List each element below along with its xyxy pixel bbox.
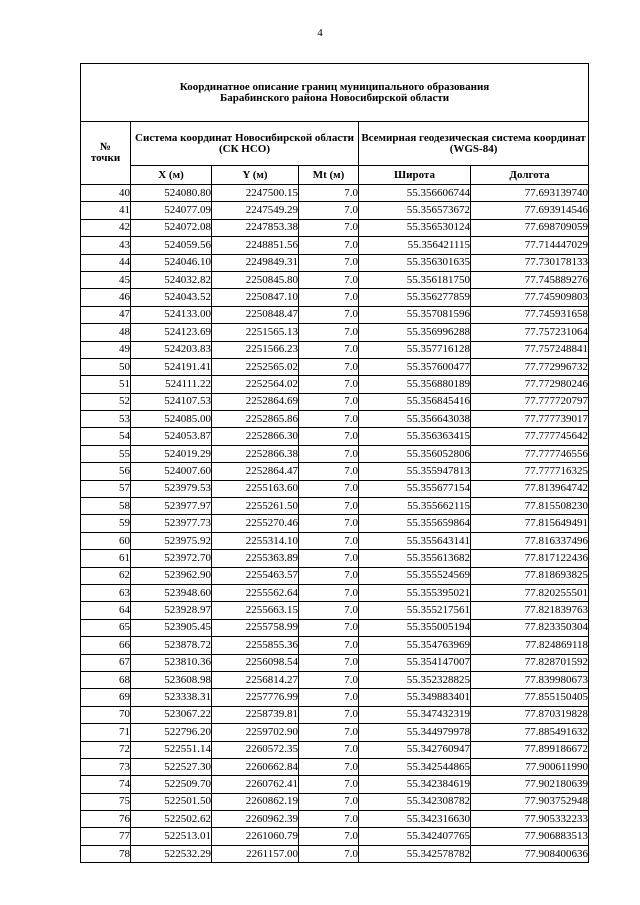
longitude-value: 77.772980246 (471, 376, 589, 393)
y-value: 2261157.00 (212, 845, 299, 862)
latitude-value: 55.355662115 (359, 498, 471, 515)
longitude-value: 77.905332233 (471, 811, 589, 828)
table-row (81, 185, 589, 202)
y-value: 2251566.23 (212, 341, 299, 358)
point-number: 70 (81, 706, 131, 723)
table-row (81, 550, 589, 567)
longitude-value: 77.777739017 (471, 411, 589, 428)
mt-value: 7.0 (299, 202, 359, 219)
mt-value: 7.0 (299, 706, 359, 723)
mt-value: 7.0 (299, 185, 359, 202)
table-row (81, 689, 589, 706)
table-row (81, 341, 589, 358)
y-value: 2255314.10 (212, 532, 299, 549)
point-number: 48 (81, 324, 131, 341)
point-number: 78 (81, 845, 131, 862)
latitude-value: 55.356301635 (359, 254, 471, 271)
point-number: 75 (81, 793, 131, 810)
x-value: 524123.69 (131, 324, 212, 341)
mt-value: 7.0 (299, 341, 359, 358)
y-value: 2255758.99 (212, 619, 299, 636)
latitude-value: 55.355613682 (359, 550, 471, 567)
table-row (81, 654, 589, 671)
mt-value: 7.0 (299, 671, 359, 688)
mt-value: 7.0 (299, 480, 359, 497)
table-row (81, 619, 589, 636)
mt-value: 7.0 (299, 445, 359, 462)
table-row (81, 254, 589, 271)
x-value: 524111.22 (131, 376, 212, 393)
point-number: 64 (81, 602, 131, 619)
mt-value: 7.0 (299, 515, 359, 532)
mt-value: 7.0 (299, 324, 359, 341)
latitude-value: 55.356421115 (359, 237, 471, 254)
mt-value: 7.0 (299, 654, 359, 671)
longitude-value: 77.818693825 (471, 567, 589, 584)
longitude-value: 77.757248841 (471, 341, 589, 358)
table-row (81, 724, 589, 741)
point-number: 43 (81, 237, 131, 254)
latitude-value: 55.356880189 (359, 376, 471, 393)
mt-value: 7.0 (299, 637, 359, 654)
longitude-value: 77.772996732 (471, 358, 589, 375)
point-number: 67 (81, 654, 131, 671)
x-value: 523928.97 (131, 602, 212, 619)
x-value: 523067.22 (131, 706, 212, 723)
point-number: 45 (81, 271, 131, 288)
latitude-value: 55.356052806 (359, 445, 471, 462)
point-number: 59 (81, 515, 131, 532)
table-row (81, 324, 589, 341)
longitude-value: 77.855150405 (471, 689, 589, 706)
y-value: 2251565.13 (212, 324, 299, 341)
x-value: 524072.08 (131, 219, 212, 236)
longitude-value: 77.885491632 (471, 724, 589, 741)
page-number: 4 (317, 27, 323, 39)
mt-value: 7.0 (299, 271, 359, 288)
header-point-number: № точки (81, 122, 131, 185)
table-row (81, 793, 589, 810)
mt-value: 7.0 (299, 393, 359, 410)
point-number: 60 (81, 532, 131, 549)
mt-value: 7.0 (299, 845, 359, 862)
y-value: 2255261.50 (212, 498, 299, 515)
x-value: 524085.00 (131, 411, 212, 428)
latitude-value: 55.342760947 (359, 741, 471, 758)
latitude-value: 55.355217561 (359, 602, 471, 619)
y-value: 2255363.89 (212, 550, 299, 567)
y-value: 2255463.57 (212, 567, 299, 584)
table-row (81, 845, 589, 862)
table-row (81, 445, 589, 462)
point-number: 42 (81, 219, 131, 236)
y-value: 2252565.02 (212, 358, 299, 375)
mt-value: 7.0 (299, 776, 359, 793)
table-row (81, 498, 589, 515)
latitude-value: 55.356606744 (359, 185, 471, 202)
point-number: 61 (81, 550, 131, 567)
point-number: 62 (81, 567, 131, 584)
longitude-value: 77.817122436 (471, 550, 589, 567)
table-row (81, 741, 589, 758)
mt-value: 7.0 (299, 428, 359, 445)
mt-value: 7.0 (299, 602, 359, 619)
longitude-value: 77.745931658 (471, 306, 589, 323)
x-value: 523962.90 (131, 567, 212, 584)
mt-value: 7.0 (299, 219, 359, 236)
point-number: 50 (81, 358, 131, 375)
y-value: 2260662.84 (212, 758, 299, 775)
latitude-value: 55.342308782 (359, 793, 471, 810)
latitude-value: 55.344979978 (359, 724, 471, 741)
longitude-value: 77.824869118 (471, 637, 589, 654)
x-value: 523979.53 (131, 480, 212, 497)
y-value: 2255163.60 (212, 480, 299, 497)
point-number: 46 (81, 289, 131, 306)
y-value: 2255663.15 (212, 602, 299, 619)
point-number: 41 (81, 202, 131, 219)
longitude-value: 77.828701592 (471, 654, 589, 671)
y-value: 2250848.47 (212, 306, 299, 323)
point-number: 69 (81, 689, 131, 706)
point-number: 47 (81, 306, 131, 323)
latitude-value: 55.342578782 (359, 845, 471, 862)
longitude-value: 77.823350304 (471, 619, 589, 636)
x-value: 524046.10 (131, 254, 212, 271)
point-number: 65 (81, 619, 131, 636)
longitude-value: 77.777720797 (471, 393, 589, 410)
table-row (81, 393, 589, 410)
longitude-value: 77.900611990 (471, 758, 589, 775)
header-longitude: Долгота (471, 166, 589, 185)
y-value: 2252864.47 (212, 463, 299, 480)
y-value: 2260962.39 (212, 811, 299, 828)
mt-value: 7.0 (299, 358, 359, 375)
mt-value: 7.0 (299, 306, 359, 323)
x-value: 523972.70 (131, 550, 212, 567)
longitude-value: 77.745889276 (471, 271, 589, 288)
x-value: 524191.41 (131, 358, 212, 375)
point-number: 40 (81, 185, 131, 202)
y-value: 2256098.54 (212, 654, 299, 671)
x-value: 522501.50 (131, 793, 212, 810)
longitude-value: 77.815649491 (471, 515, 589, 532)
header-y: Y (м) (212, 166, 299, 185)
y-value: 2249849.31 (212, 254, 299, 271)
table-row (81, 202, 589, 219)
latitude-value: 55.342316630 (359, 811, 471, 828)
y-value: 2252864.69 (212, 393, 299, 410)
y-value: 2260762.41 (212, 776, 299, 793)
mt-value: 7.0 (299, 758, 359, 775)
header-system-wgs84: Всемирная геодезическая система координат (WGS-84) (359, 122, 589, 166)
table-row (81, 671, 589, 688)
latitude-value: 55.355677154 (359, 480, 471, 497)
latitude-value: 55.342384619 (359, 776, 471, 793)
x-value: 522513.01 (131, 828, 212, 845)
longitude-value: 77.693914546 (471, 202, 589, 219)
longitude-value: 77.839980673 (471, 671, 589, 688)
mt-value: 7.0 (299, 289, 359, 306)
longitude-value: 77.903752948 (471, 793, 589, 810)
y-value: 2247549.29 (212, 202, 299, 219)
table-row (81, 237, 589, 254)
point-number: 52 (81, 393, 131, 410)
mt-value: 7.0 (299, 498, 359, 515)
table-row (81, 828, 589, 845)
longitude-value: 77.870319828 (471, 706, 589, 723)
y-value: 2260572.35 (212, 741, 299, 758)
point-number: 72 (81, 741, 131, 758)
latitude-value: 55.356996288 (359, 324, 471, 341)
table-row (81, 463, 589, 480)
latitude-value: 55.357600477 (359, 358, 471, 375)
latitude-value: 55.354763969 (359, 637, 471, 654)
x-value: 523977.97 (131, 498, 212, 515)
point-number: 63 (81, 584, 131, 601)
point-number: 57 (81, 480, 131, 497)
latitude-value: 55.342544865 (359, 758, 471, 775)
table-row (81, 271, 589, 288)
longitude-value: 77.902180639 (471, 776, 589, 793)
y-value: 2257776.99 (212, 689, 299, 706)
mt-value: 7.0 (299, 793, 359, 810)
point-number: 56 (81, 463, 131, 480)
mt-value: 7.0 (299, 828, 359, 845)
latitude-value: 55.354147007 (359, 654, 471, 671)
longitude-value: 77.757231064 (471, 324, 589, 341)
mt-value: 7.0 (299, 532, 359, 549)
x-value: 524007.60 (131, 463, 212, 480)
table-row (81, 776, 589, 793)
latitude-value: 55.355643141 (359, 532, 471, 549)
table-row (81, 289, 589, 306)
mt-value: 7.0 (299, 463, 359, 480)
x-value: 522527.30 (131, 758, 212, 775)
longitude-value: 77.777746556 (471, 445, 589, 462)
longitude-value: 77.777716325 (471, 463, 589, 480)
point-number: 54 (81, 428, 131, 445)
x-value: 523810.36 (131, 654, 212, 671)
x-value: 524032.82 (131, 271, 212, 288)
title-line-1: Координатное описание границ муниципального образования (179, 80, 490, 93)
header-x: X (м) (131, 166, 212, 185)
latitude-value: 55.357716128 (359, 341, 471, 358)
latitude-value: 55.356277859 (359, 289, 471, 306)
longitude-value: 77.821839763 (471, 602, 589, 619)
mt-value: 7.0 (299, 237, 359, 254)
longitude-value: 77.745909803 (471, 289, 589, 306)
longitude-value: 77.813964742 (471, 480, 589, 497)
mt-value: 7.0 (299, 619, 359, 636)
y-value: 2252564.02 (212, 376, 299, 393)
latitude-value: 55.355005194 (359, 619, 471, 636)
latitude-value: 55.342407765 (359, 828, 471, 845)
latitude-value: 55.355524569 (359, 567, 471, 584)
y-value: 2250847.10 (212, 289, 299, 306)
table-row (81, 428, 589, 445)
latitude-value: 55.356643038 (359, 411, 471, 428)
x-value: 524043.52 (131, 289, 212, 306)
x-value: 522502.62 (131, 811, 212, 828)
table-row (81, 219, 589, 236)
table-row (81, 602, 589, 619)
mt-value: 7.0 (299, 254, 359, 271)
y-value: 2260862.19 (212, 793, 299, 810)
point-number: 74 (81, 776, 131, 793)
mt-value: 7.0 (299, 376, 359, 393)
x-value: 524077.09 (131, 202, 212, 219)
y-value: 2247500.15 (212, 185, 299, 202)
table-row (81, 758, 589, 775)
mt-value: 7.0 (299, 567, 359, 584)
x-value: 524053.87 (131, 428, 212, 445)
y-value: 2248851.56 (212, 237, 299, 254)
x-value: 523338.31 (131, 689, 212, 706)
longitude-value: 77.777745642 (471, 428, 589, 445)
table-row (81, 584, 589, 601)
table-row (81, 515, 589, 532)
point-number: 55 (81, 445, 131, 462)
point-number: 53 (81, 411, 131, 428)
x-value: 522551.14 (131, 741, 212, 758)
header-latitude: Широта (359, 166, 471, 185)
latitude-value: 55.357081596 (359, 306, 471, 323)
longitude-value: 77.815508230 (471, 498, 589, 515)
point-number: 49 (81, 341, 131, 358)
x-value: 523905.45 (131, 619, 212, 636)
point-number: 73 (81, 758, 131, 775)
y-value: 2258739.81 (212, 706, 299, 723)
point-number: 66 (81, 637, 131, 654)
longitude-value: 77.816337496 (471, 532, 589, 549)
longitude-value: 77.906883513 (471, 828, 589, 845)
point-number: 77 (81, 828, 131, 845)
point-number: 58 (81, 498, 131, 515)
y-value: 2256814.27 (212, 671, 299, 688)
mt-value: 7.0 (299, 550, 359, 567)
latitude-value: 55.356363415 (359, 428, 471, 445)
x-value: 522509.70 (131, 776, 212, 793)
longitude-value: 77.698709059 (471, 219, 589, 236)
longitude-value: 77.693139740 (471, 185, 589, 202)
y-value: 2255270.46 (212, 515, 299, 532)
mt-value: 7.0 (299, 584, 359, 601)
latitude-value: 55.356181750 (359, 271, 471, 288)
latitude-value: 55.356573672 (359, 202, 471, 219)
y-value: 2250845.80 (212, 271, 299, 288)
y-value: 2252865.86 (212, 411, 299, 428)
x-value: 522532.29 (131, 845, 212, 862)
x-value: 524059.56 (131, 237, 212, 254)
table-row (81, 306, 589, 323)
y-value: 2255562.64 (212, 584, 299, 601)
point-number: 76 (81, 811, 131, 828)
latitude-value: 55.355659864 (359, 515, 471, 532)
point-number: 71 (81, 724, 131, 741)
table-row (81, 411, 589, 428)
table-row (81, 532, 589, 549)
x-value: 523948.60 (131, 584, 212, 601)
longitude-value: 77.899186672 (471, 741, 589, 758)
x-value: 524203.83 (131, 341, 212, 358)
point-number: 68 (81, 671, 131, 688)
point-number: 44 (81, 254, 131, 271)
x-value: 523975.92 (131, 532, 212, 549)
y-value: 2247853.38 (212, 219, 299, 236)
mt-value: 7.0 (299, 411, 359, 428)
x-value: 524133.00 (131, 306, 212, 323)
mt-value: 7.0 (299, 724, 359, 741)
x-value: 523977.73 (131, 515, 212, 532)
table-body (81, 185, 589, 863)
table-row (81, 480, 589, 497)
y-value: 2259702.90 (212, 724, 299, 741)
latitude-value: 55.356845416 (359, 393, 471, 410)
y-value: 2252866.30 (212, 428, 299, 445)
table-row (81, 637, 589, 654)
longitude-value: 77.820255501 (471, 584, 589, 601)
latitude-value: 55.355395021 (359, 584, 471, 601)
latitude-value: 55.352328825 (359, 671, 471, 688)
latitude-value: 55.355947813 (359, 463, 471, 480)
latitude-value: 55.349883401 (359, 689, 471, 706)
y-value: 2261060.79 (212, 828, 299, 845)
latitude-value: 55.356530124 (359, 219, 471, 236)
mt-value: 7.0 (299, 741, 359, 758)
x-value: 522796.20 (131, 724, 212, 741)
latitude-value: 55.347432319 (359, 706, 471, 723)
point-number: 51 (81, 376, 131, 393)
coordinates-table (80, 63, 589, 863)
y-value: 2255855.36 (212, 637, 299, 654)
longitude-value: 77.730178133 (471, 254, 589, 271)
x-value: 523608.98 (131, 671, 212, 688)
x-value: 524107.53 (131, 393, 212, 410)
x-value: 523878.72 (131, 637, 212, 654)
table-row (81, 811, 589, 828)
y-value: 2252866.38 (212, 445, 299, 462)
x-value: 524019.29 (131, 445, 212, 462)
mt-value: 7.0 (299, 689, 359, 706)
title-line-2: Барабинского района Новосибирской области (219, 91, 450, 104)
table-row (81, 706, 589, 723)
mt-value: 7.0 (299, 811, 359, 828)
table-row (81, 376, 589, 393)
x-value: 524080.80 (131, 185, 212, 202)
table-title (81, 64, 589, 122)
longitude-value: 77.908400636 (471, 845, 589, 862)
header-mt: Mt (м) (299, 166, 359, 185)
header-system-nso: Система координат Новосибирской области (СК НСО) (131, 122, 359, 166)
table-row (81, 358, 589, 375)
table-row (81, 567, 589, 584)
longitude-value: 77.714447029 (471, 237, 589, 254)
